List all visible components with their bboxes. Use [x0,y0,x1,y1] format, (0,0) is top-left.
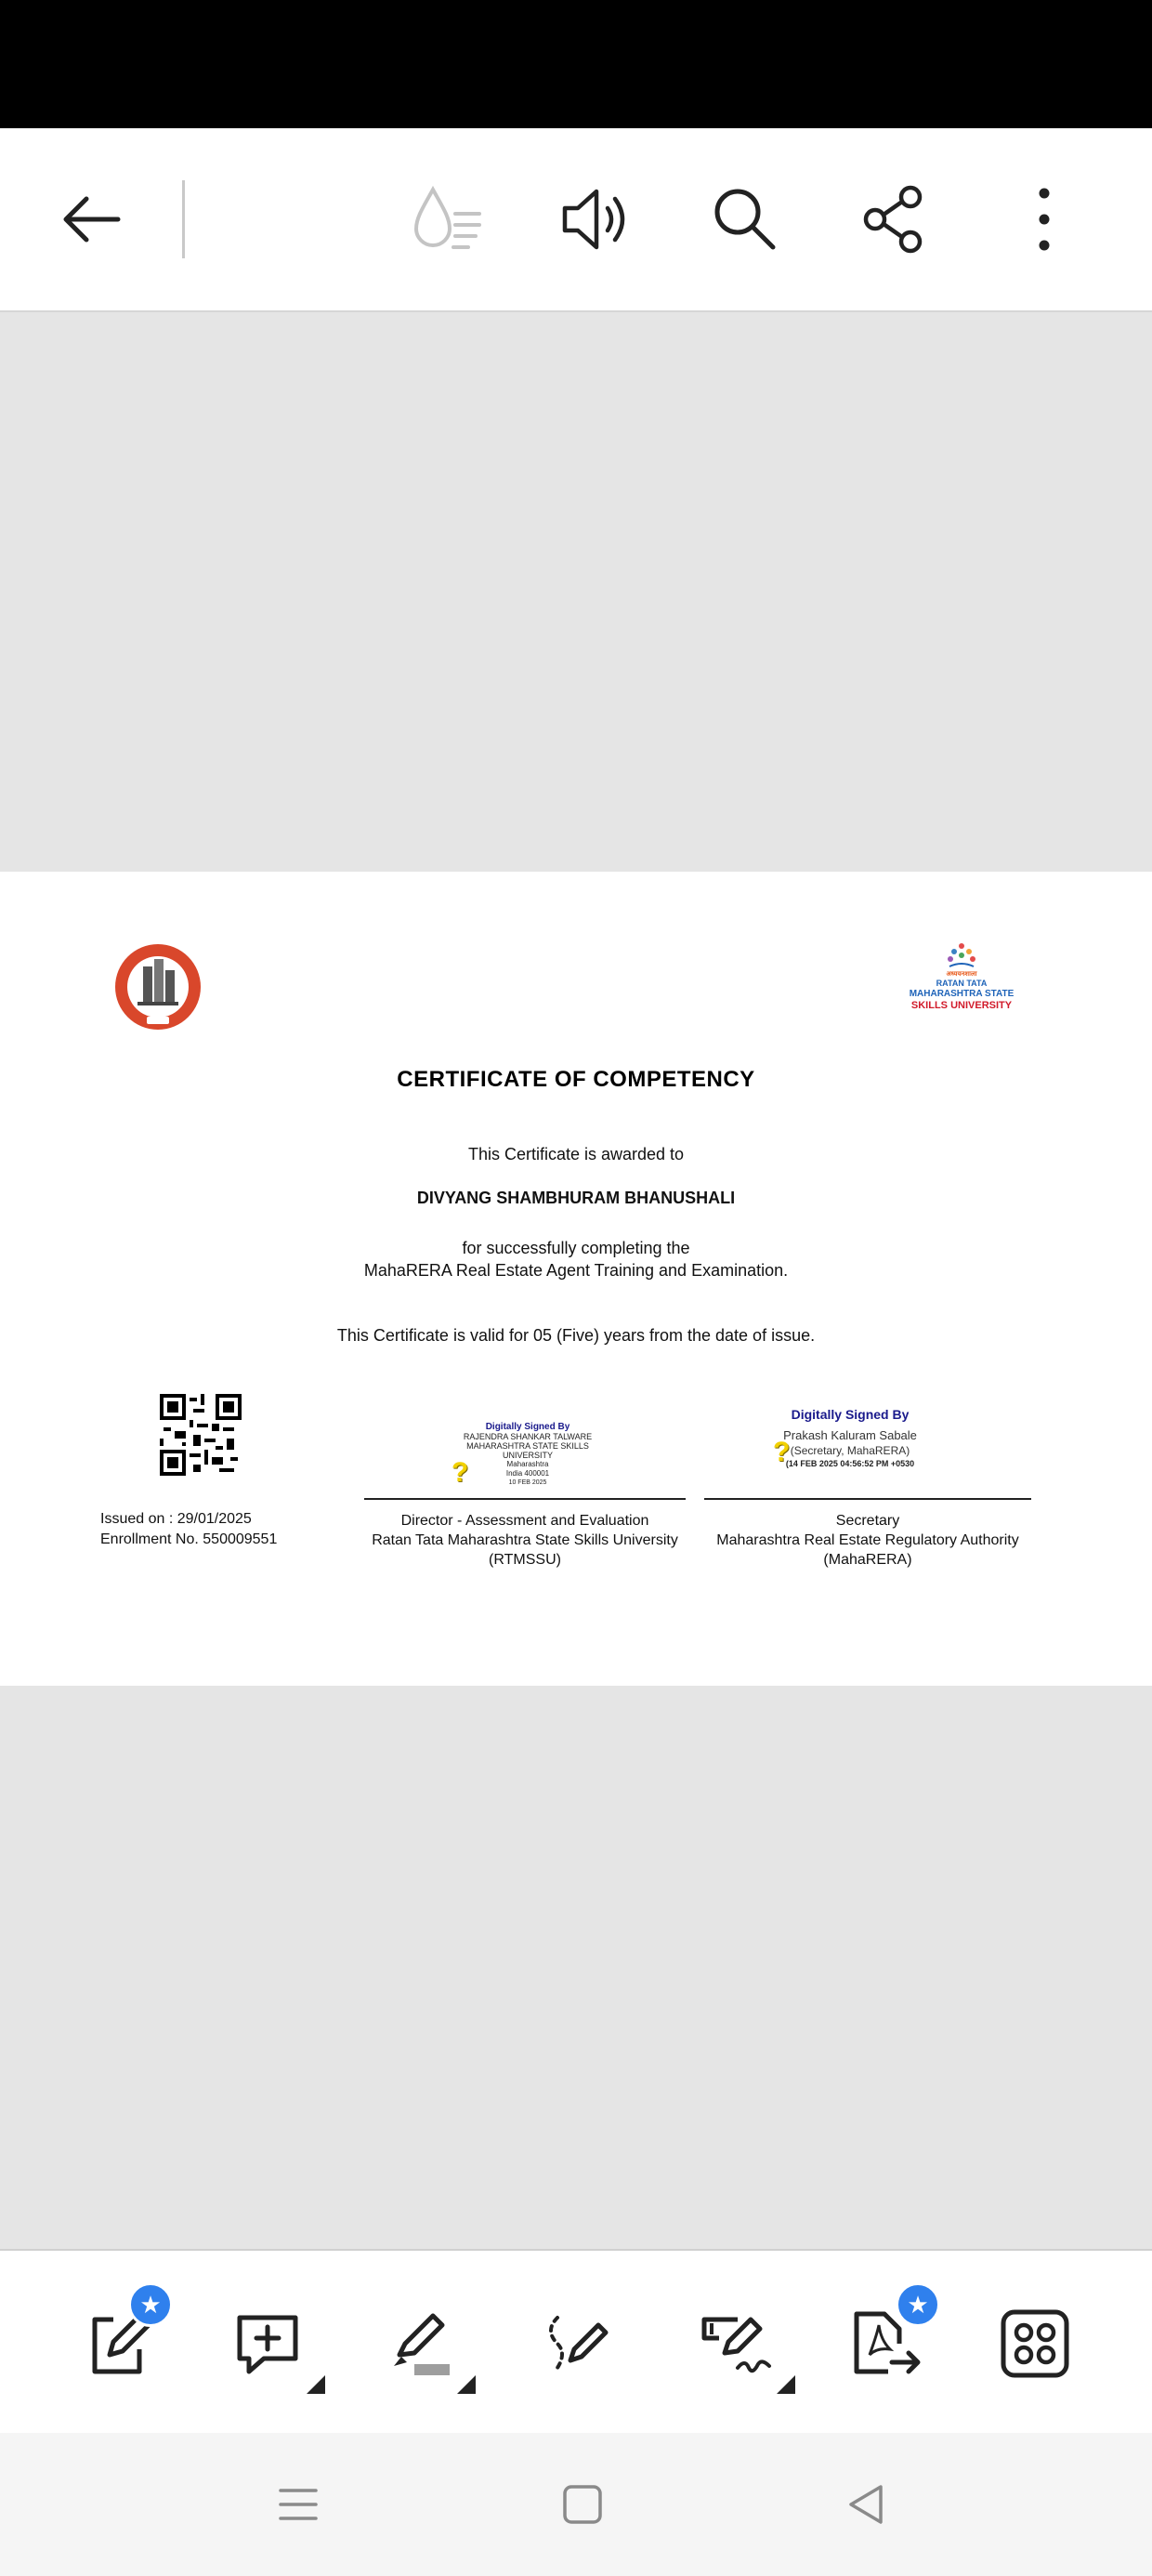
sig1-line3: UNIVERSITY [502,1451,553,1460]
signature-line-2 [704,1498,1031,1500]
share-icon[interactable] [849,175,938,264]
sig2-digitally-signed: Digitally Signed By [791,1407,910,1422]
add-comment-icon[interactable] [223,2299,312,2388]
signature-unverified-icon: ? [452,1457,469,1488]
sig2-line2: (Secretary, MahaRERA) [790,1444,910,1457]
sig2-caption-abbr: (MahaRERA) [823,1552,912,1568]
top-toolbar [0,128,1152,312]
issue-info [100,1509,277,1550]
certificate-title: CERTIFICATE OF COMPETENCY [397,1067,755,1092]
sig1-caption-title: Director - Assessment and Evaluation [400,1513,649,1529]
bottom-toolbar [0,2249,1152,2433]
home-icon[interactable] [552,2474,613,2535]
rtmssu-logo [901,942,1022,1035]
system-navigation-bar [0,2433,1152,2576]
rtmssu-name-line3: SKILLS UNIVERSITY [910,1000,1013,1011]
edit-text-icon[interactable] [74,2291,164,2388]
back-arrow-icon[interactable] [46,175,136,264]
back-icon[interactable] [836,2474,897,2535]
status-bar [0,0,1152,128]
fill-and-sign-icon[interactable] [691,2299,780,2388]
more-options-icon[interactable] [1000,175,1089,264]
reading-mode-icon[interactable] [401,175,491,264]
sig1-line5: India 400001 [505,1469,550,1478]
sig1-line1: RAJENDRA SHANKAR TALWARE [463,1432,593,1441]
rtmssu-emblem-icon [946,942,977,970]
all-tools-icon[interactable] [990,2299,1080,2388]
expand-corner-icon [457,2375,476,2394]
rtmssu-name-line2: MAHARASHTRA STATE [909,989,1015,999]
sig1-line2: MAHARASHTRA STATE SKILLS [466,1441,589,1451]
export-pdf-icon[interactable] [840,2291,929,2388]
signature-unverified-icon: ? [773,1437,791,1467]
sig2-caption-title: Secretary [835,1513,900,1529]
highlight-icon[interactable] [373,2299,463,2388]
rtmssu-hindi-text: अध्ययनशाला [946,971,977,978]
recipient-name: DIVYANG SHAMBHURAM BHANUSHALI [416,1189,736,1207]
search-icon[interactable] [700,175,790,264]
sig1-caption-abbr: (RTMSSU) [489,1552,561,1568]
toolbar-divider [182,180,185,258]
sig1-caption-org: Ratan Tata Maharashtra State Skills University [372,1532,678,1548]
sig1-digitally-signed: Digitally Signed By [485,1422,570,1432]
expand-corner-icon [777,2375,795,2394]
issued-on-date: Issued on : 29/01/2025 [100,1511,252,1527]
read-aloud-icon[interactable] [550,175,639,264]
new-feature-star-icon: ★ [896,2282,940,2327]
validity-text: This Certificate is valid for 05 (Five) years from the date of issue. [336,1326,816,1345]
sig2-line3: (14 FEB 2025 04:56:52 PM +0530 [785,1459,915,1468]
sig2-line1: Prakash Kaluram Sabale [783,1428,917,1442]
rtmssu-name-line1: RATAN TATA [936,979,988,988]
sig1-line6: 10 FEB 2025 [508,1479,547,1486]
signature-2-caption [704,1511,1031,1570]
digital-signature-1[interactable] [399,1422,656,1488]
recent-apps-icon[interactable] [268,2474,329,2535]
sig2-caption-org: Maharashtra Real Estate Regulatory Authority [716,1532,1019,1548]
signature-1-caption [364,1511,686,1570]
qr-code [160,1394,242,1476]
expand-corner-icon [307,2375,325,2394]
enrollment-number: Enrollment No. 550009551 [100,1531,278,1547]
awarded-to-text: This Certificate is awarded to [467,1145,685,1163]
new-feature-star-icon: ★ [128,2282,173,2327]
completion-text-line2: MahaRERA Real Estate Agent Training and Examination. [363,1261,789,1280]
sig1-line4: Maharashtra [506,1460,549,1468]
completion-text-line1: for successfully completing the [462,1239,690,1257]
signature-line-1 [364,1498,686,1500]
maharera-logo [113,942,203,1032]
draw-icon[interactable] [531,2299,621,2388]
